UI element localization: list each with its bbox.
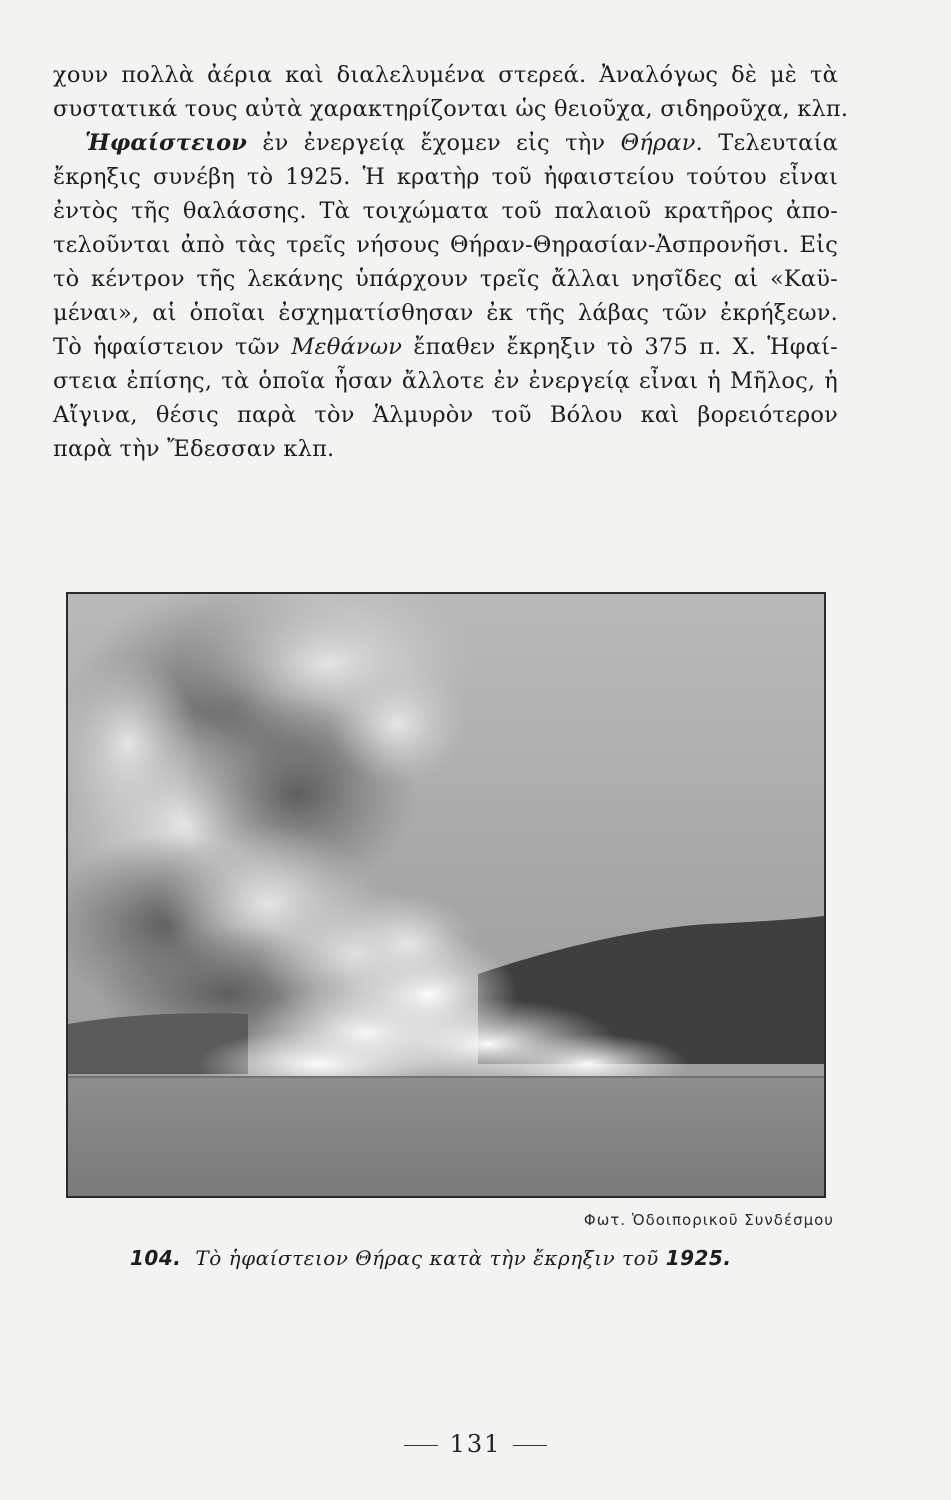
text-line: μέναι», αἱ ὁποῖαι ἐσχηματίσθησαν ἐκ τῆς λάβας τῶν ἐκρήξεων. <box>53 300 838 326</box>
text-line <box>53 330 838 364</box>
text-line: χουν πολλὰ ἀέρια καὶ διαλελυμένα στερεά. Ἀναλόγως δὲ μὲ τὰ <box>53 62 838 88</box>
text-line: ἔκρηξις συνέβη τὸ 1925. Ἡ κρατὴρ τοῦ ἠφαιστείου τούτου εἶναι <box>53 164 838 190</box>
emphasis-place: Μεθάνων <box>291 334 403 360</box>
caption-year: 1925. <box>665 1246 732 1270</box>
sea <box>68 1076 824 1196</box>
photo-credit: Φωτ. Ὁδοιπορικοῦ Συνδέσμου <box>583 1211 834 1229</box>
photo-illustration <box>68 594 824 1196</box>
page-number <box>0 1430 951 1458</box>
emphasis-place: Θήραν. <box>620 130 703 156</box>
volcano-photograph <box>66 592 826 1198</box>
body-text <box>53 58 849 466</box>
emphasis-term: Ἡφαίστειον <box>85 130 248 156</box>
text-fragment: Τελευταία <box>718 130 838 156</box>
text-fragment: Τὸ ἡφαίστειον τῶν <box>53 334 281 360</box>
dash-right <box>513 1445 547 1447</box>
dash-left <box>404 1445 438 1447</box>
text-line: παρὰ τὴν Ἔδεσσαν κλπ. <box>53 436 335 462</box>
text-fragment: ἐν ἐνεργείᾳ ἔχομεν εἰς τὴν <box>262 130 606 156</box>
text-fragment: ἔπαθεν ἔκρηξιν τὸ 375 π. Χ. Ἡφαί- <box>413 334 838 360</box>
figure-number: 104. <box>130 1246 182 1270</box>
text-line: Αἴγινα, θέσις παρὰ τὸν Ἁλμυρὸν τοῦ Βόλου καὶ βορειότερον <box>53 402 838 428</box>
text-line: ἐντὸς τῆς θαλάσσης. Τὰ τοιχώματα τοῦ παλαιοῦ κρατῆρος ἀπο- <box>53 198 838 224</box>
figure-caption <box>130 1246 830 1270</box>
text-line: τελοῦνται ἀπὸ τὰς τρεῖς νήσους Θήραν-Θηρασίαν-Ἀσπρονῆσι. Εἰς <box>53 232 838 258</box>
text-line <box>53 126 838 160</box>
page-number-value: 131 <box>449 1430 502 1458</box>
text-line: συστατικά τους αὐτὰ χαρακτηρίζονται ὡς θειοῦχα, σιδηροῦχα, κλπ. <box>53 96 849 122</box>
text-line: τὸ κέντρον τῆς λεκάνης ὑπάρχουν τρεῖς ἄλλαι νησῖδες αἱ «Καϋ- <box>53 266 838 292</box>
text-line: στεια ἐπίσης, τὰ ὁποῖα ἦσαν ἄλλοτε ἐν ἐνεργείᾳ εἶναι ἡ Μῆλος, ἡ <box>53 368 838 394</box>
caption-text: Τὸ ἡφαίστειον Θήρας κατὰ τὴν ἔκρηξιν τοῦ <box>195 1246 659 1270</box>
